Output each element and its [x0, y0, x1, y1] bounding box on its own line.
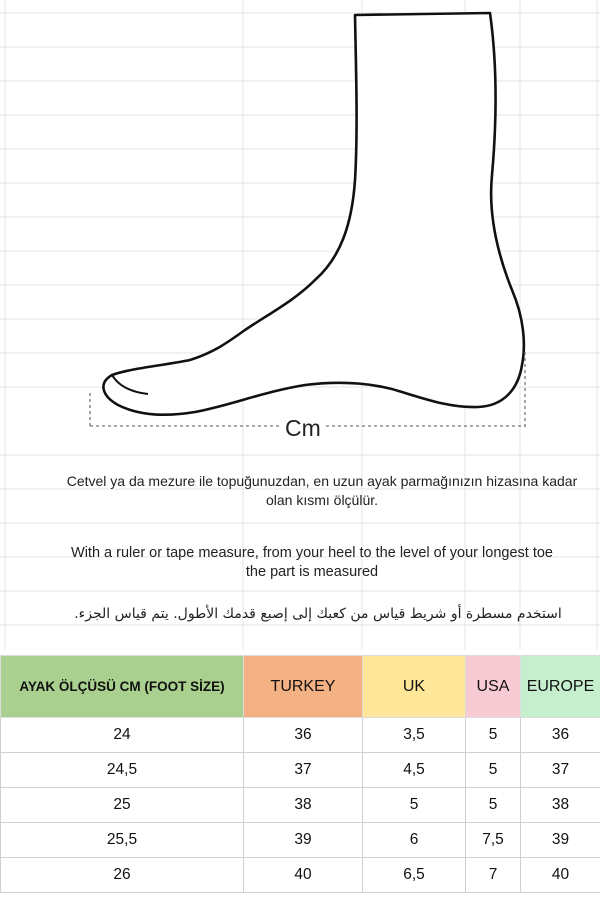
cell-usa: 5 [466, 753, 521, 788]
cell-europe: 40 [521, 858, 600, 893]
instruction-turkish [22, 472, 600, 510]
instruction-english [12, 544, 600, 582]
instruction-arabic: استخدم مسطرة أو شريط قياس من كعبك إلى إصبع قدمك الأطول. يتم قياس الجزء. [74, 606, 562, 622]
instruction-english-line1: With a ruler or tape measure, from your heel to the level of your longest toe [71, 545, 553, 561]
table-row [1, 718, 600, 753]
instruction-turkish-line2: olan kısmı ölçülür. [265, 492, 379, 508]
cell-turkey: 38 [244, 788, 363, 823]
table-row [1, 858, 600, 893]
header-europe: EUROPE [521, 656, 600, 718]
cell-usa: 5 [466, 788, 521, 823]
cell-usa: 7,5 [466, 823, 521, 858]
cell-uk: 5 [363, 788, 466, 823]
cell-foot-size: 24 [1, 718, 244, 753]
cell-usa: 5 [466, 718, 521, 753]
measure-label: Cm [285, 415, 321, 441]
cell-europe: 37 [521, 753, 600, 788]
cell-europe: 36 [521, 718, 600, 753]
cell-turkey: 39 [244, 823, 363, 858]
cell-turkey: 37 [244, 753, 363, 788]
header-foot-size: AYAK ÖLÇÜSÜ CM (FOOT SİZE) [1, 656, 244, 718]
instruction-english-line2: the part is measured [245, 564, 379, 580]
table-row [1, 788, 600, 823]
cell-uk: 4,5 [363, 753, 466, 788]
cell-turkey: 36 [244, 718, 363, 753]
table-row [1, 823, 600, 858]
cell-europe: 39 [521, 823, 600, 858]
header-turkey: TURKEY [244, 656, 363, 718]
cell-usa: 7 [466, 858, 521, 893]
cell-uk: 6 [363, 823, 466, 858]
header-uk: UK [363, 656, 466, 718]
foot-outline [103, 13, 523, 415]
instruction-turkish-line1: Cetvel ya da mezure ile topuğunuzdan, en uzun ayak parmağınızın hizasına kadar [66, 473, 578, 489]
size-table-header-row [1, 656, 600, 718]
cell-turkey: 40 [244, 858, 363, 893]
cell-foot-size: 24,5 [1, 753, 244, 788]
cell-uk: 3,5 [363, 718, 466, 753]
table-row [1, 753, 600, 788]
size-table [0, 655, 600, 893]
cell-foot-size: 25,5 [1, 823, 244, 858]
cell-uk: 6,5 [363, 858, 466, 893]
cell-europe: 38 [521, 788, 600, 823]
cell-foot-size: 25 [1, 788, 244, 823]
header-usa: USA [466, 656, 521, 718]
cell-foot-size: 26 [1, 858, 244, 893]
